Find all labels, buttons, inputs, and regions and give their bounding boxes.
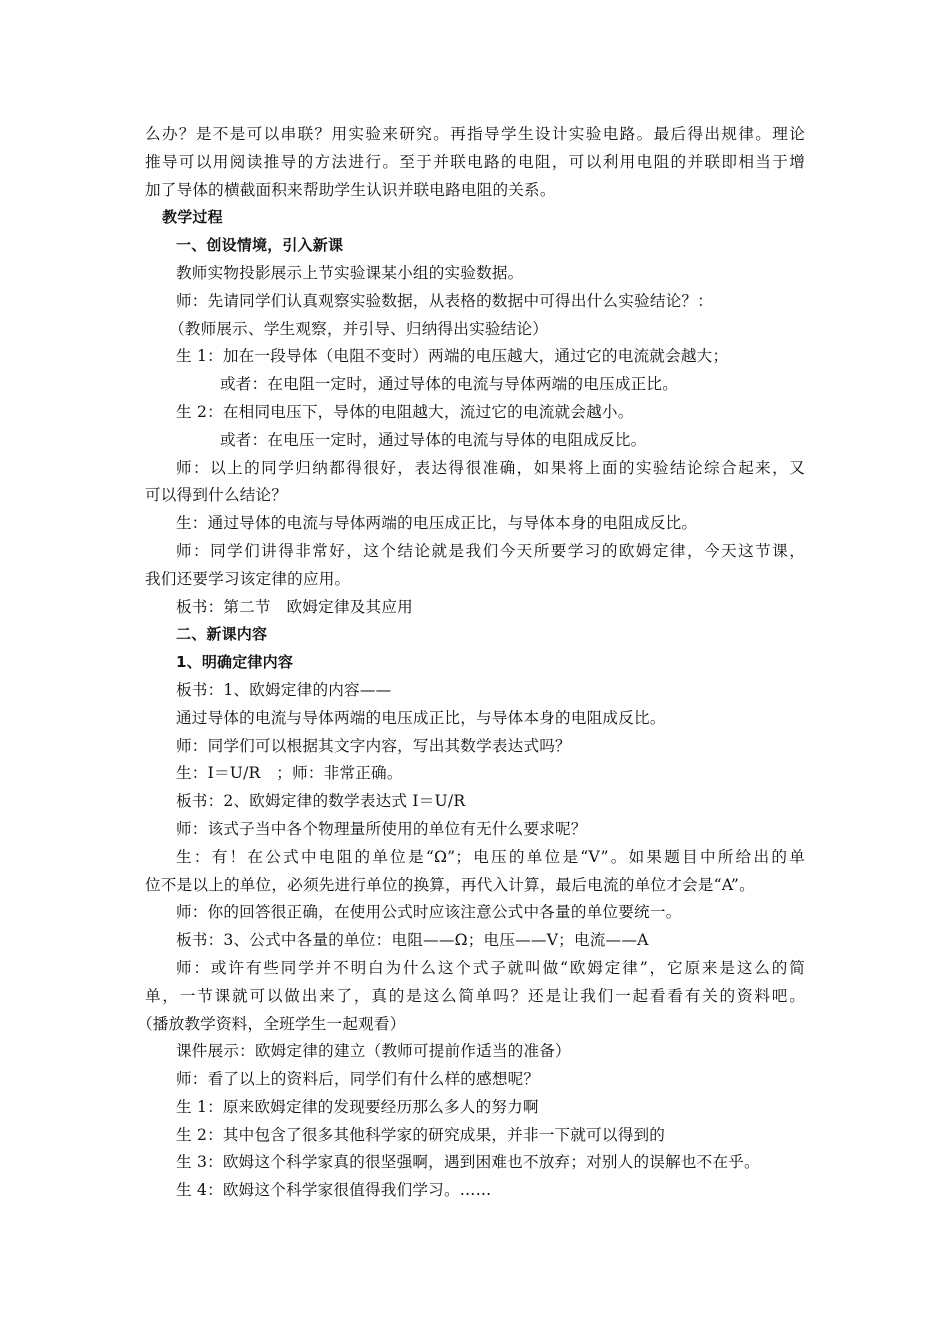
dialogue-line: 生 1：加在一段导体（电阻不变时）两端的电压越大，通过它的电流就会越大； <box>176 347 729 366</box>
dialogue-line: 生 2：在相同电压下，导体的电阻越大，流过它的电流就会越小。 <box>176 402 634 421</box>
paragraph-line: 教师实物投影展示上节实验课某小组的实验数据。 <box>176 263 524 282</box>
dialogue-line: 师：你的回答很正确，在使用公式时应该注意公式中各量的单位要统一。 <box>176 903 682 922</box>
paragraph-line: 通过导体的电流与导体两端的电压成正比，与导体本身的电阻成反比。 <box>176 708 666 727</box>
dialogue-line: 师：看了以上的资料后，同学们有什么样的感想呢？ <box>176 1070 540 1089</box>
dialogue-line: 生 3：欧姆这个科学家真的很坚强啊，遇到困难也不放弃；对别人的误解也不在乎。 <box>176 1153 760 1172</box>
dialogue-line: 师：或许有些同学并不明白为什么这个式子就叫做“欧姆定律”，它原来是这么的简 <box>176 958 805 977</box>
dialogue-line: 可以得到什么结论？ <box>145 486 288 505</box>
stage-note: （播放教学资料，全班学生一起观看） <box>137 1014 406 1033</box>
dialogue-line: 师：该式子当中各个物理量所使用的单位有无什么要求呢？ <box>176 819 587 838</box>
dialogue-line: 生 2：其中包含了很多其他科学家的研究成果，并非一下就可以得到的 <box>176 1125 666 1144</box>
paragraph-line: 加了导体的横截面积来帮助学生认识并联电路电阻的关系。 <box>145 180 556 199</box>
dialogue-line: 位不是以上的单位，必须先进行单位的换算，再代入计算，最后电流的单位才会是“A”。 <box>145 875 755 894</box>
document-body <box>137 121 805 1205</box>
paragraph-line: 推导可以用阅读推导的方法进行。至于并联电路的电阻，可以利用电阻的并联即相当于增 <box>145 152 805 171</box>
dialogue-line: 生：通过导体的电流与导体两端的电压成正比，与导体本身的电阻成反比。 <box>176 514 698 533</box>
dialogue-line: 或者：在电压一定时，通过导体的电流与导体的电阻成反比。 <box>220 430 647 449</box>
board-note: 板书：3、公式中各量的单位：电阻——Ω；电压——V；电流——A <box>176 931 649 950</box>
section-heading: 二、新课内容 <box>176 625 268 644</box>
board-note: 板书：2、欧姆定律的数学表达式 I＝U/R <box>176 792 466 811</box>
board-note: 板书：1、欧姆定律的内容—— <box>176 680 392 699</box>
dialogue-line: 或者：在电阻一定时，通过导体的电流与导体两端的电压成正比。 <box>220 375 679 394</box>
paragraph-line: 课件展示：欧姆定律的建立（教师可提前作适当的准备） <box>176 1042 571 1061</box>
section-heading: 一、创设情境，引入新课 <box>176 236 344 255</box>
dialogue-line: 师：先请同学们认真观察实验数据，从表格的数据中可得出什么实验结论？： <box>176 291 713 310</box>
dialogue-line: 师：同学们讲得非常好，这个结论就是我们今天所要学习的欧姆定律，今天这节课， <box>176 541 805 560</box>
section-heading: 教学过程 <box>162 208 223 227</box>
dialogue-line: 生 4：欧姆这个科学家很值得我们学习。…… <box>176 1181 492 1200</box>
dialogue-line: 单，一节课就可以做出来了，真的是这么简单吗？还是让我们一起看看有关的资料吧。 <box>145 986 805 1005</box>
dialogue-line: 生 1：原来欧姆定律的发现要经历那么多人的努力啊 <box>176 1097 539 1116</box>
subsection-heading: 1、明确定律内容 <box>176 653 294 672</box>
dialogue-line: 生：有！在公式中电阻的单位是“Ω”；电压的单位是“V”。如果题目中所给出的单 <box>176 847 805 866</box>
dialogue-line: 师：以上的同学归纳都得很好，表达得很准确，如果将上面的实验结论综合起来，又 <box>176 458 805 477</box>
paragraph-line: 么办？是不是可以串联？用实验来研究。再指导学生设计实验电路。最后得出规律。理论 <box>145 125 805 143</box>
dialogue-line: 生：I＝U/R ；师：非常正确。 <box>176 764 403 783</box>
stage-note: （教师展示、学生观察，并引导、归纳得出实验结论） <box>169 319 549 338</box>
dialogue-line: 师：同学们可以根据其文字内容，写出其数学表达式吗？ <box>176 736 571 755</box>
board-note: 板书：第二节 欧姆定律及其应用 <box>176 597 413 616</box>
dialogue-line: 我们还要学习该定律的应用。 <box>145 569 351 588</box>
